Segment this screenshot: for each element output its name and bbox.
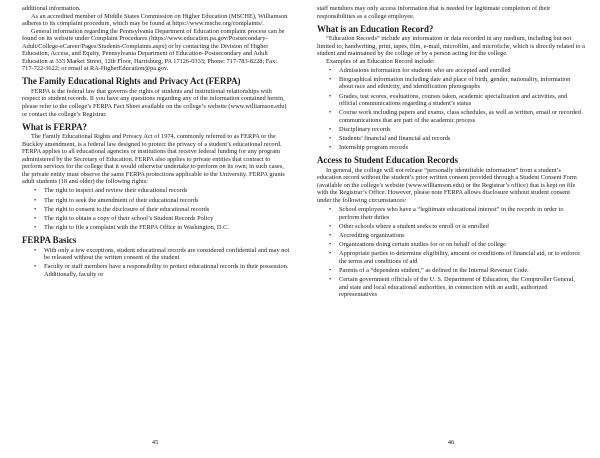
list-item: • Students’ financial and financial aid records	[339, 135, 585, 143]
ferpa-paragraph: FERPA is the federal law that governs the rights of students and institutional relationships with respect to student records. If you have any questions regarding any of the information contained herein, please refer to the college’s FERPA Fact Sheet available on the college’s website (www.williamson.edu) or contact the college’s Registrar.	[22, 87, 287, 118]
examples-list	[317, 67, 585, 152]
list-item: • The right to obtain a copy of their school’s Student Records Policy	[44, 215, 290, 223]
list-item: • Other schools where a student seeks to enroll or is enrolled	[339, 223, 585, 231]
ferpa-basics-heading: FERPA Basics	[22, 235, 77, 246]
access-records-paragraph: In general, the college will not release “personally identifiable information” from a student’s education record without the student’s prior written consent provided through a Student Consent Form (available on the college’s website (www.williamson.edu) or the Registrar’s office) that is kept on file with the Registrar’s Office. However, please note FERPA allows disclosure without student consent under the following circumstances:	[317, 166, 577, 204]
circumstances-list	[317, 206, 585, 299]
list-item: • The right to seek the amendment of their educational records	[44, 197, 290, 205]
education-record-paragraph: “Education Records” include any information or data recorded in any medium, including but not limited to, handwriting, print, tapes, film, e-mail, microfilm, and microfiche, which is directly related to a student and maintained by the college or by a person acting for the college.	[317, 35, 585, 58]
ferpa-heading: The Family Educational Rights and Privacy Act (FERPA)	[22, 76, 241, 87]
right-page	[317, 5, 585, 435]
intro-continuation: additional information.	[22, 5, 81, 12]
what-is-ferpa-paragraph: The Family Educational Rights and Privacy Act of 1974, commonly referred to as FERPA or the Buckley amendment, is a federal law designed to protect the privacy of a student’s educational record. FERPA applies to all educational agencies or institutions that receive federal funding for any program administered by the Secretary of Education. FERPA also applies to private entities that contract to perform services for the college that it would otherwise undertake to perform on its own; in such cases, the private entity must observe the same FERPA protections applicable to the University. FERPA grants adult students (18 and older) the following rights:	[22, 133, 285, 186]
list-item: • Biographical information including date and place of birth, gender, nationality, information about race and ethnicity, and identification photographs	[339, 76, 585, 91]
education-record-heading: What is an Education Record?	[317, 23, 434, 34]
list-item: • Disciplinary records	[339, 126, 585, 134]
list-item: • Course work including papers and exams, class schedules, as well as written, email or recorded communications that are part of the academic process	[339, 109, 585, 124]
list-item: • With only a few exceptions, student educational records are considered confidential and may not be released without the written consent of the student	[44, 247, 290, 262]
basics-list	[22, 247, 290, 279]
list-item: • Organizations doing certain studies for or on behalf of the college	[339, 241, 585, 249]
list-item: • The right to inspect and review their educational records	[44, 187, 290, 195]
list-item: • Appropriate parties to determine eligibility, amount or conditions of financial aid, or to enforce the terms and conditions of aid	[339, 250, 585, 265]
list-item: • The right to file a complaint with the FERPA Office in Washington, D.C.	[44, 224, 290, 232]
list-item: • Faculty or staff members have a responsibility to protect educational records in their possession. Additionally, faculty or	[44, 263, 290, 278]
page-number-left: 45	[151, 439, 159, 446]
examples-intro: Examples of an Education Record include:	[326, 57, 435, 65]
pde-complaint-paragraph: General information regarding the Pennsylvania Department of Education complaint process can be found on its website under Complaint Procedures (https://www.education.pa.gov/Postsecondary-Adult/College-eCareer/Pages/Students-Complaints.aspx) or by contacting the Division of Higher Education, Access, and Equity, Pennsylvania Department of Education–Postsecondary and Adult Education at 333 Market Street, 12th Floor, Harrisburg, PA 17126-0333; Phone: 717-783-8228; Fax: 717-722-3622; or email at RA-HigherEducation@pa.gov.	[22, 27, 285, 73]
msche-paragraph: As an accredited member of Middle States Commission on Higher Education (MSCHE), Williamson adheres to its complaint procedure, which may be found at https://www.msche.org/complaints/.	[22, 12, 288, 28]
staff-access-continuation: staff members may only access information that is needed for legitimate completion of their responsibilities as a college employee.	[317, 5, 551, 20]
list-item: • Grades, test scores, evaluations, courses taken, academic specialization and activities, and official communications regarding a student’s status	[339, 93, 585, 108]
list-item: • School employees who have a “legitimate educational interest” in the records in order to perform their duties	[339, 206, 585, 221]
access-records-heading: Access to Student Education Records	[317, 155, 459, 166]
page-number-right: 46	[447, 439, 455, 446]
left-page	[22, 5, 290, 435]
list-item: • The right to consent to the disclosure of their educational records	[44, 206, 290, 214]
list-item: • Admissions information for students who are accepted and enrolled	[339, 67, 585, 75]
what-is-ferpa-heading: What is FERPA?	[22, 121, 87, 132]
list-item: • Certain government officials of the U. S. Department of Education, the Comptroller General, and state and local educational authorities, in connection with an audit, authorized representatives	[339, 276, 585, 299]
rights-list	[22, 187, 290, 231]
list-item: • Parents of a “dependent student,” as defined in the Internal Revenue Code.	[339, 267, 585, 275]
list-item: • Accrediting organizations	[339, 232, 585, 240]
list-item: • Internship program records	[339, 144, 585, 152]
